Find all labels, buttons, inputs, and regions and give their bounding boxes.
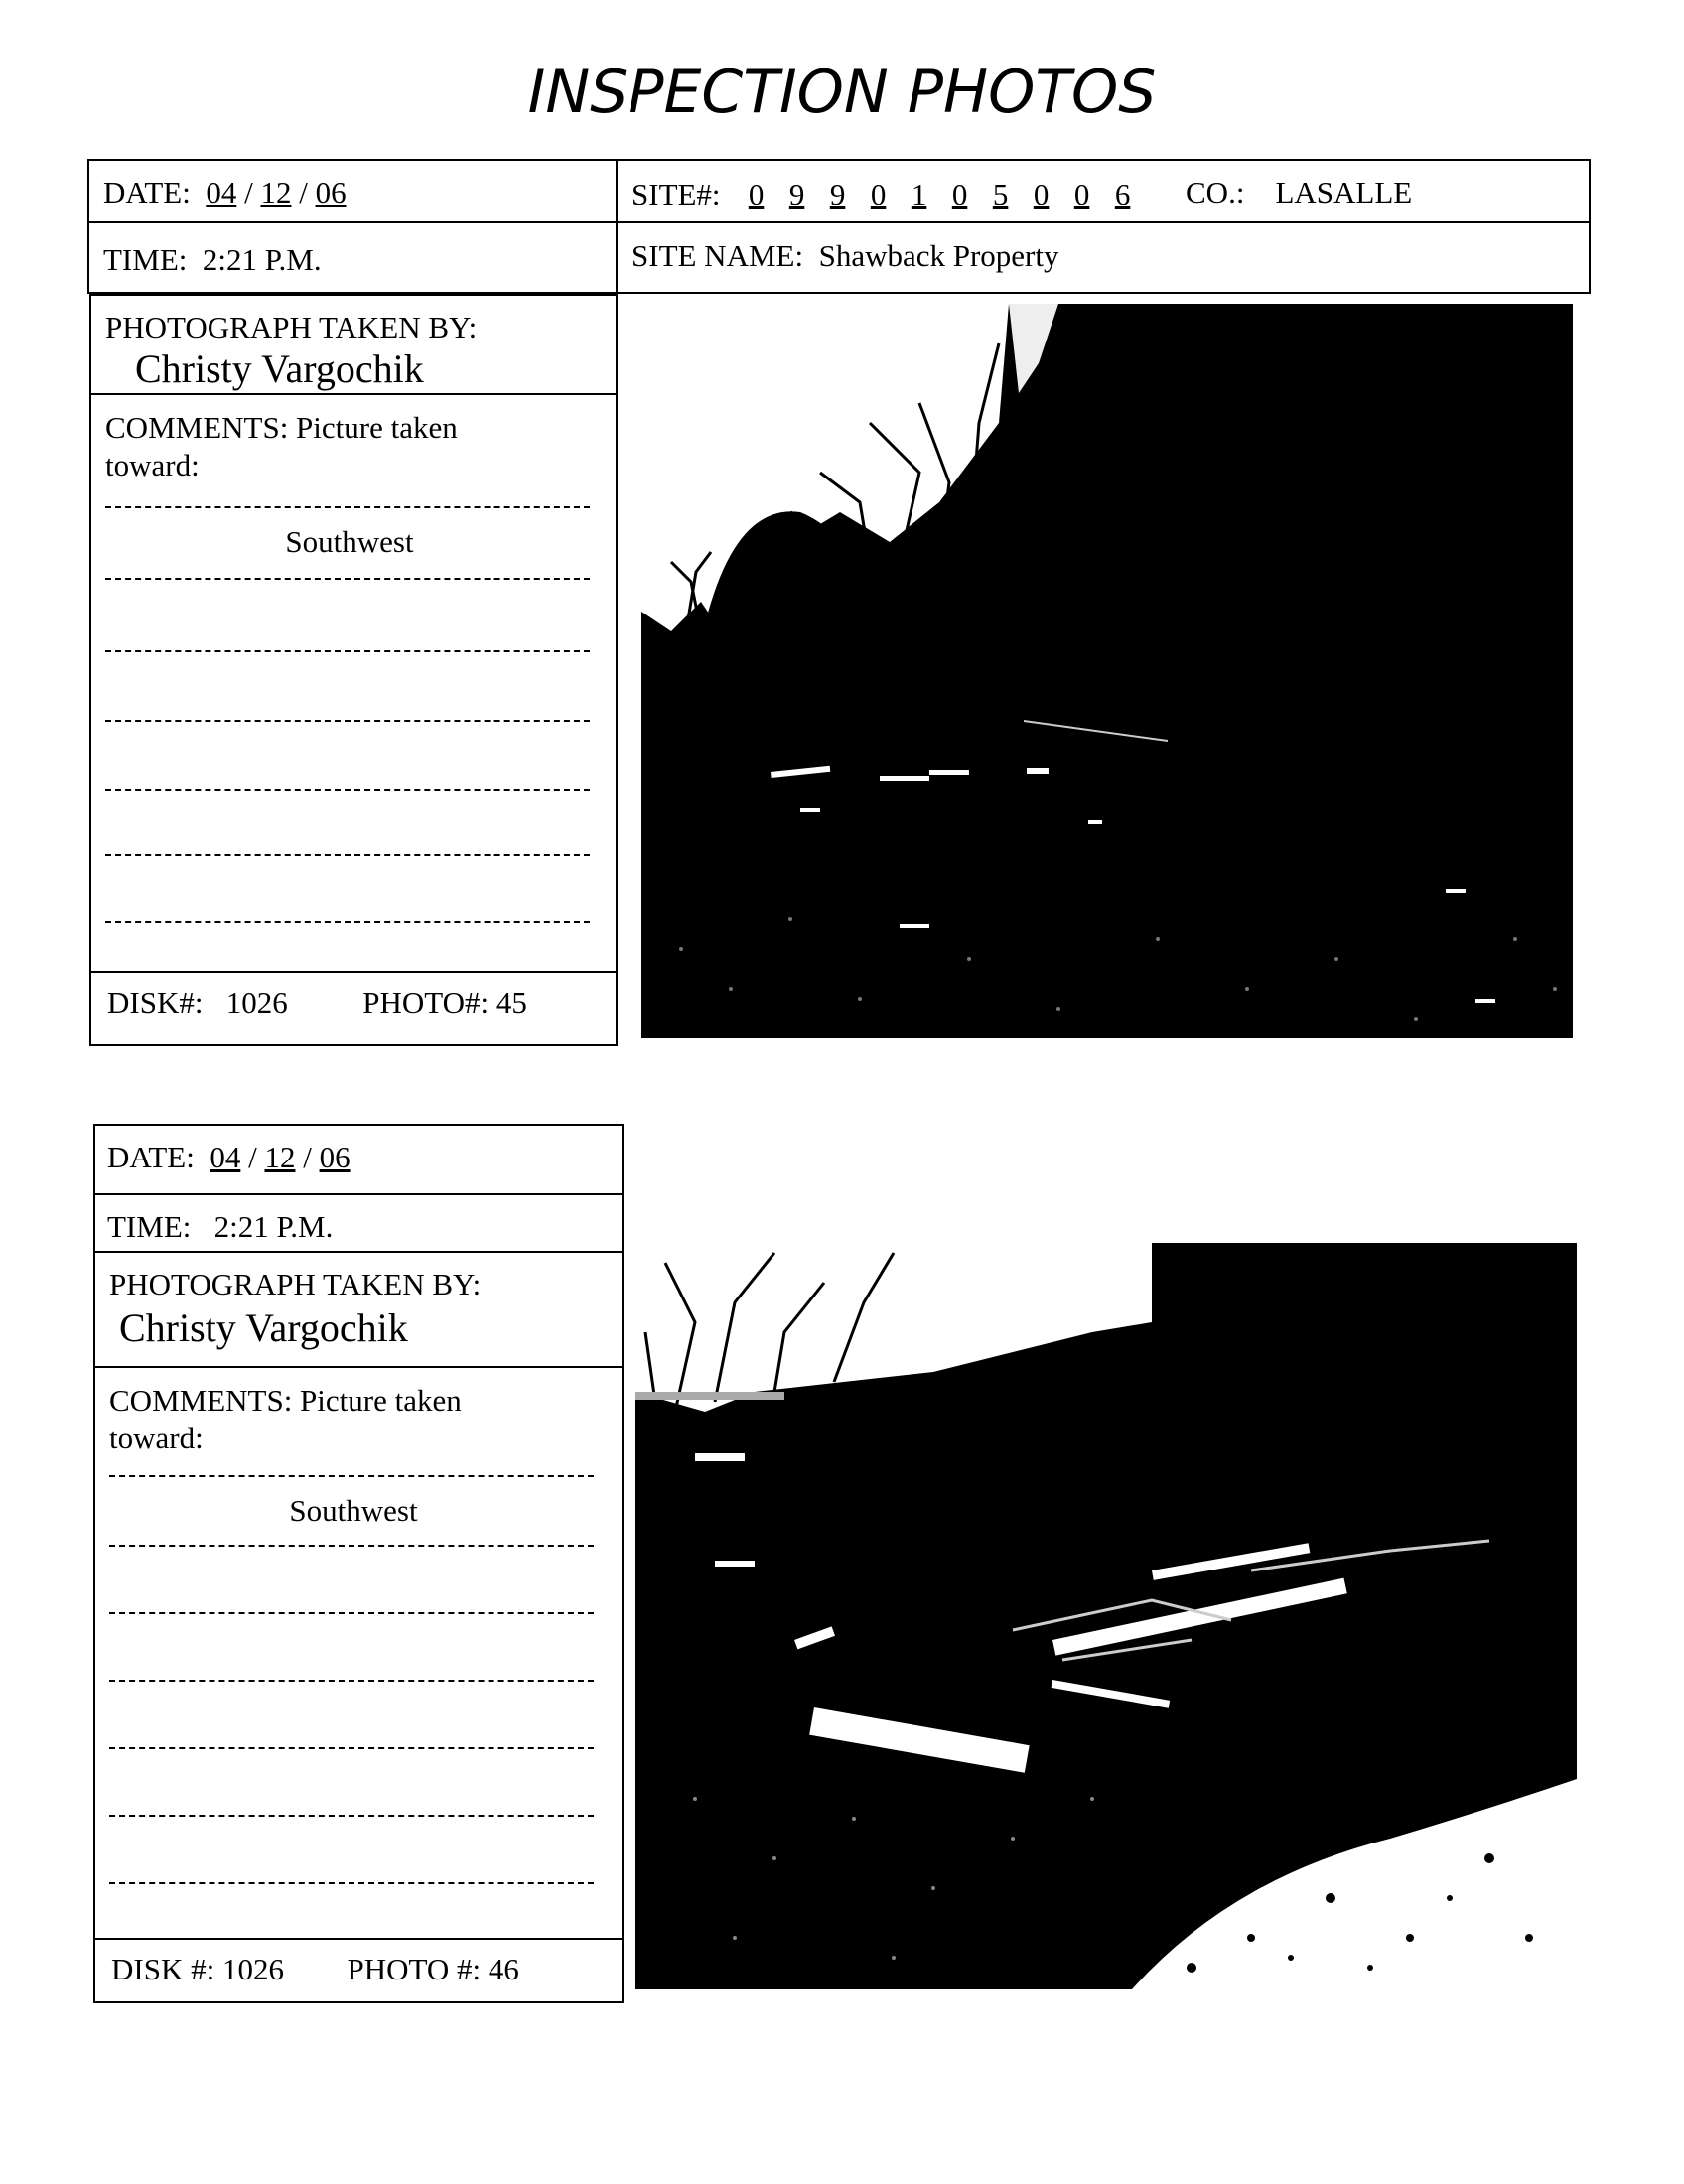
entry-1-panel xyxy=(89,294,618,1046)
photographer-label-2: PHOTOGRAPH TAKEN BY: xyxy=(109,1267,482,1301)
direction-value-2: Southwest xyxy=(289,1493,418,1528)
direction-value: Southwest xyxy=(285,524,414,559)
time-field-2: TIME: 2:21 P.M. xyxy=(107,1209,334,1244)
county-field: CO.: LASALLE xyxy=(1186,175,1413,209)
date-day: 12 xyxy=(260,175,292,209)
inspection-photo-46 xyxy=(635,1243,1577,1989)
photographer-name: Christy Vargochik xyxy=(135,346,424,391)
photographer-label: PHOTOGRAPH TAKEN BY: xyxy=(105,310,478,344)
date-field-2: DATE: 04 / 12 / 06 xyxy=(107,1140,351,1174)
comments-label: COMMENTS: Picture taken toward: xyxy=(105,410,458,482)
disk-photo-field: DISK#: 1026 PHOTO#: 45 xyxy=(107,985,527,1020)
time-field: TIME: 2:21 P.M. xyxy=(103,242,322,277)
inspection-photo-45 xyxy=(641,304,1573,1038)
date-month: 04 xyxy=(206,175,237,209)
county-value: LASALLE xyxy=(1275,175,1413,209)
site-name-field: SITE NAME: Shawback Property xyxy=(632,238,1059,273)
comments-label-2: COMMENTS: Picture taken toward: xyxy=(109,1383,462,1455)
disk-photo-field-2: DISK #: 1026 PHOTO #: 46 xyxy=(111,1952,519,1986)
page-title: INSPECTION PHOTOS xyxy=(527,58,1157,127)
date-year: 06 xyxy=(315,175,347,209)
entry-2-panel xyxy=(93,1124,624,2003)
date-field: DATE: 04 / 12 / 06 xyxy=(103,175,347,209)
photographer-name-2: Christy Vargochik xyxy=(119,1305,408,1350)
site-number-field: SITE#: 0 9 9 0 1 0 5 0 0 6 xyxy=(632,177,1131,211)
